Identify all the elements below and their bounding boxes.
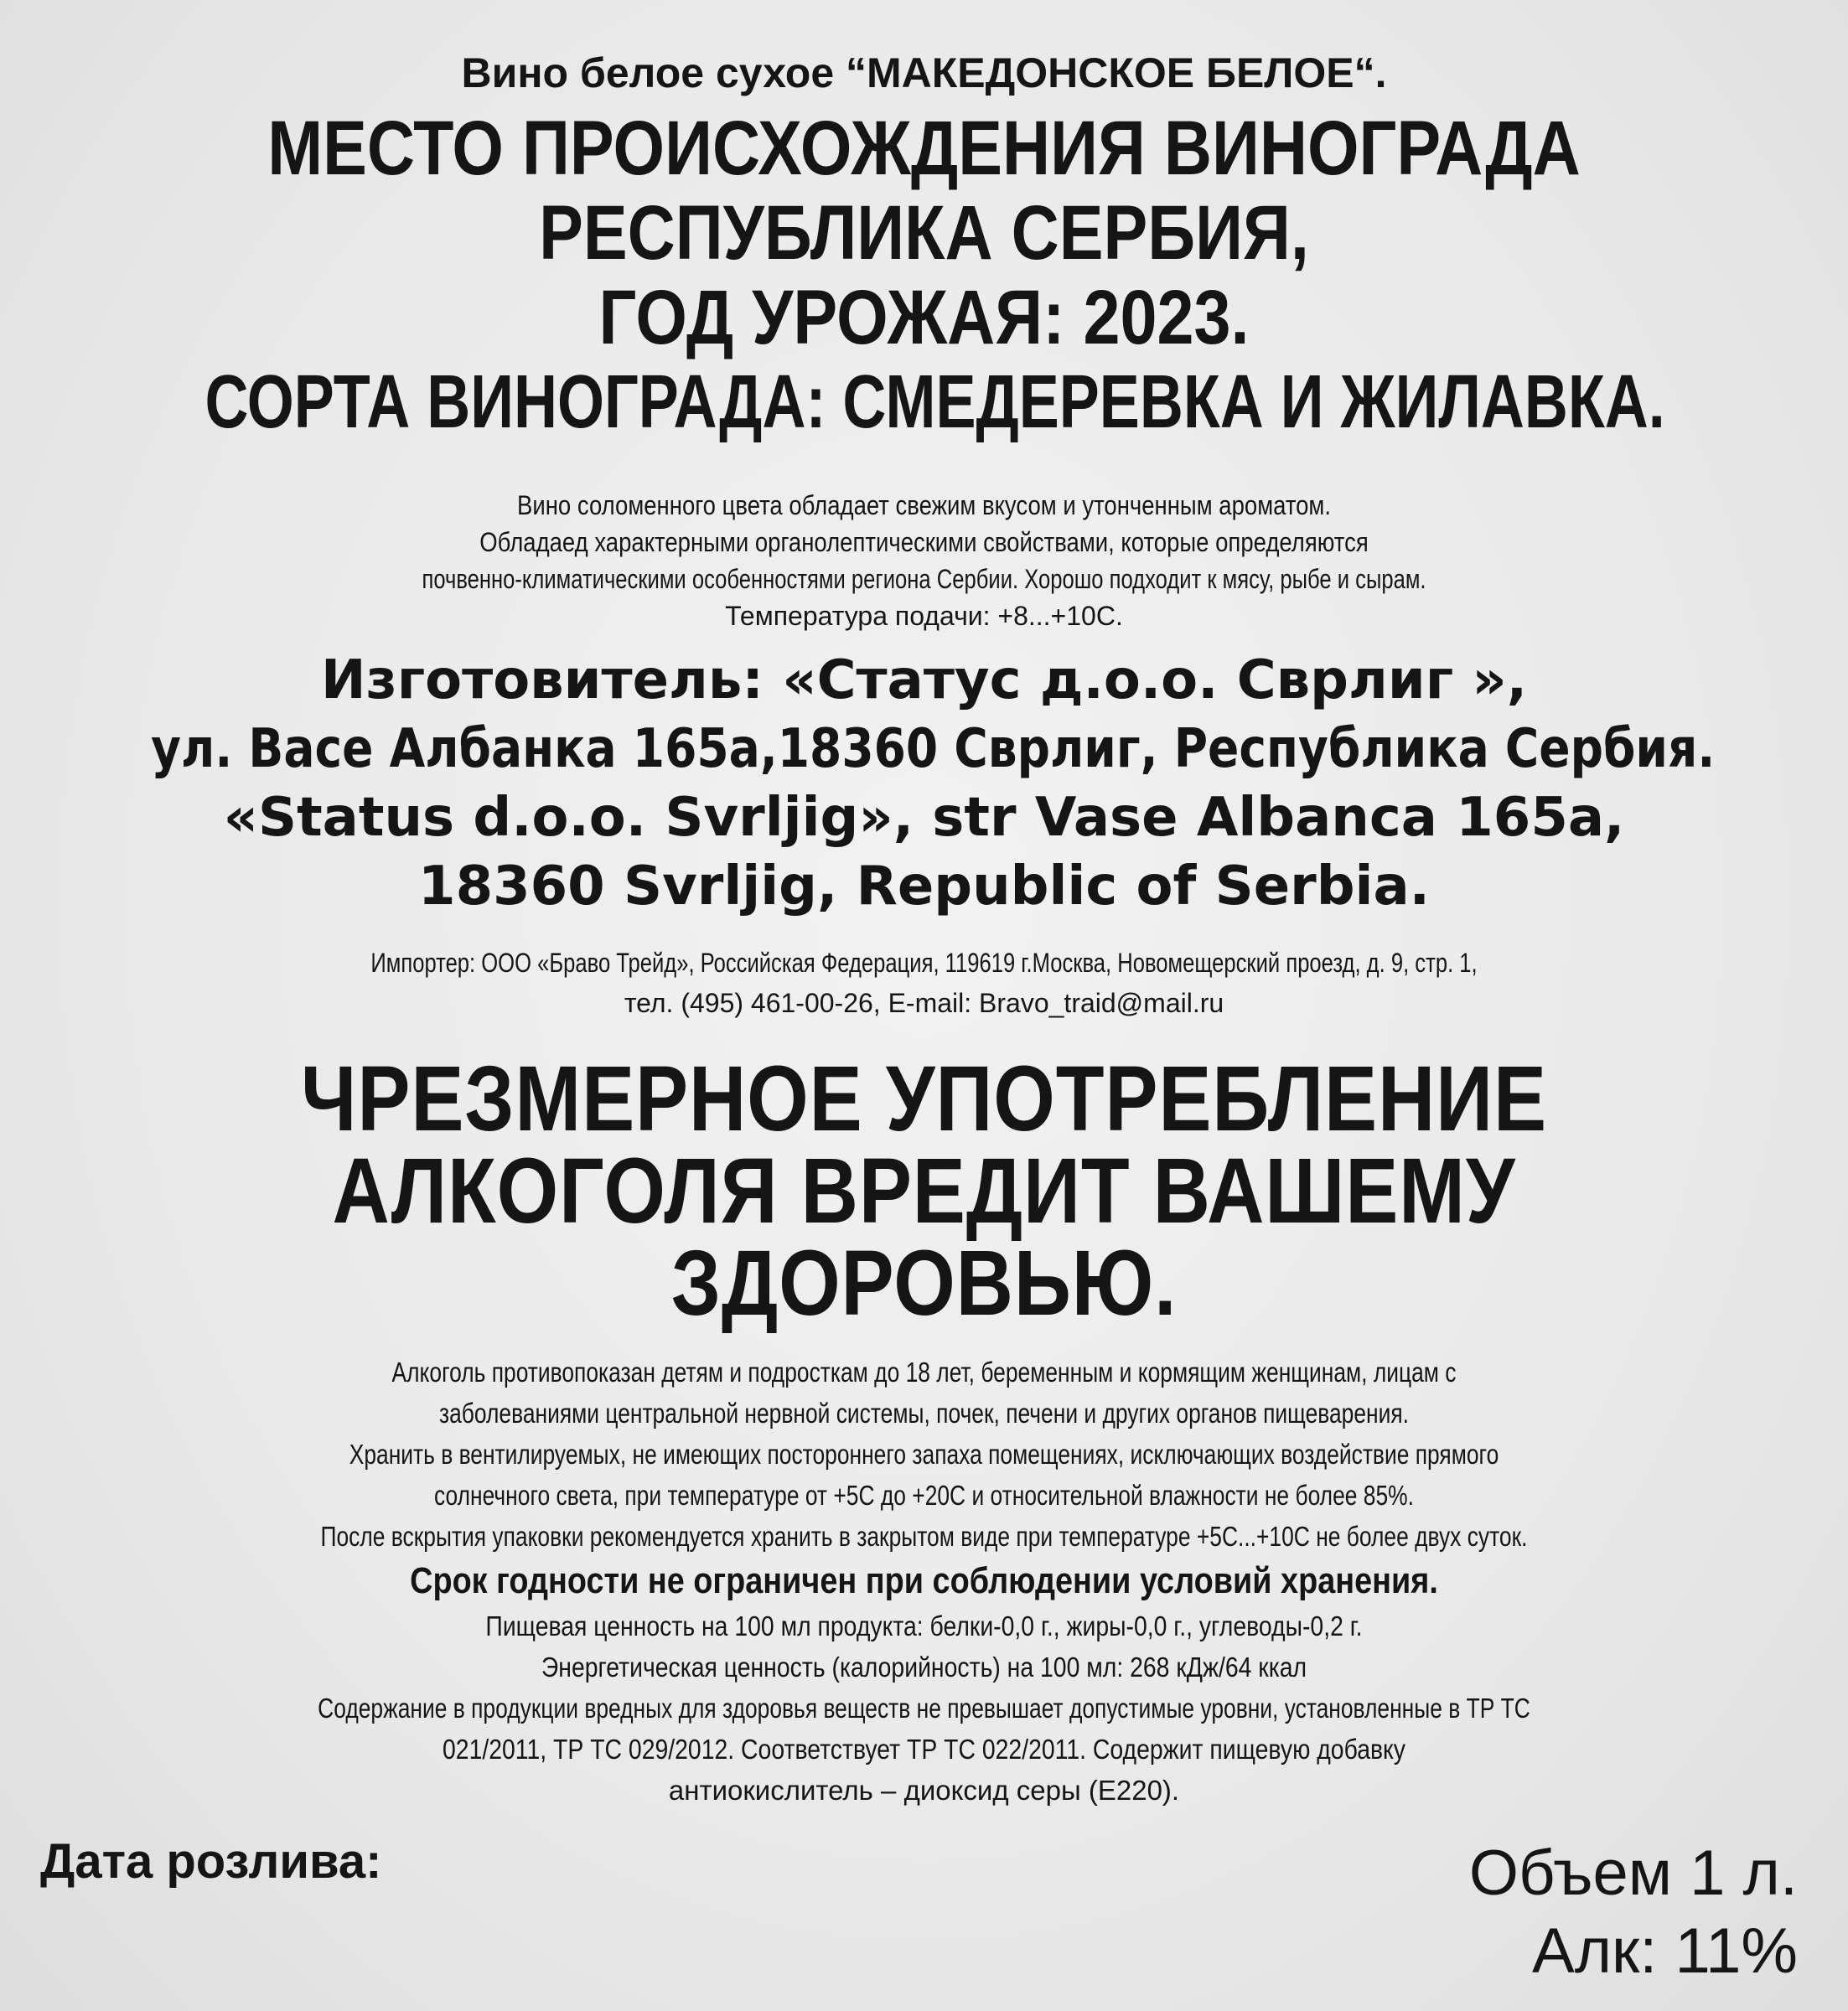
storage-line: солнечного света, при температуре от +5С до +20С и относительной влажности не более 85%. [434, 1480, 1414, 1511]
manufacturer-line: ул. Васе Албанка 165а,18360 Сврлиг, Республика Сербия. [151, 718, 1716, 780]
importer-line: Импортер: ООО «Браво Трейд», Российская Федерация, 119619 г.Москва, Новомещерский проезд, д. 9, стр. 1, [370, 948, 1478, 978]
description-line: Вино соломенного цвета обладает свежим вкусом и утонченным ароматом. [517, 490, 1331, 520]
volume: Объем 1 л. [1468, 1838, 1798, 1909]
description-line: почвенно-климатическими особенностями региона Сербии. Хорошо подходит к мясу, рыбе и сырам. [422, 564, 1426, 594]
contraindication-line: Алкоголь противопоказан детям и подросткам до 18 лет, беременным и кормящим женщинам, лицам с [391, 1357, 1457, 1388]
compliance-line: 021/2011, ТР ТС 029/2012. Соответствует ТР ТС 022/2011. Содержит пищевую добавку [443, 1734, 1405, 1765]
serving-temperature: Температура подачи: +8...+10С. [725, 601, 1123, 631]
warning-line: АЛКОГОЛЯ ВРЕДИТ ВАШЕМУ [332, 1140, 1516, 1243]
storage-line: После вскрытия упаковки рекомендуется хранить в закрытом виде при температуре +5С...+10С не более двух суток. [320, 1521, 1528, 1552]
nutrition-line: Пищевая ценность на 100 мл продукта: белки-0,0 г., жиры-0,0 г., углеводы-0,2 г. [485, 1610, 1363, 1641]
importer-block [25, 943, 1823, 1023]
description-block [25, 487, 1823, 634]
storage-line: Хранить в вентилируемых, не имеющих постороннего запаха помещениях, исключающих воздействие прямого [349, 1439, 1499, 1470]
importer-contact: тел. (495) 461-00-26, E-mail: Bravo_traid@mail.ru [624, 988, 1224, 1018]
energy-line: Энергетическая ценность (калорийность) на 100 мл: 268 кДж/64 ккал [541, 1652, 1307, 1683]
health-warning [25, 1047, 1823, 1335]
storage-block [25, 1352, 1823, 1811]
bottling-date-label: Дата розлива: [40, 1834, 382, 1889]
warning-line: ЗДОРОВЬЮ. [670, 1232, 1178, 1335]
origin-line: МЕСТО ПРОИСХОЖДЕНИЯ ВИНОГРАДА [267, 106, 1581, 191]
manufacturer-line: «Status d.o.o. Svrljig», str Vase Albanca 165a, [223, 787, 1625, 849]
compliance-line: Содержание в продукции вредных для здоровья веществ не превышает допустимые уровни, установленные в ТР ТС [318, 1693, 1530, 1724]
product-name: Вино белое сухое “МАКЕДОНСКОЕ БЕЛОЕ“. [461, 49, 1387, 96]
compliance-line: антиокислитель – диоксид серы (Е220). [668, 1775, 1180, 1806]
contraindication-line: заболеваниями центральной нервной системы, почек, печени и других органов пищеварения. [439, 1398, 1409, 1429]
origin-block [25, 106, 1823, 445]
warning-line: ЧРЕЗМЕРНОЕ УПОТРЕБЛЕНИЕ [301, 1047, 1547, 1150]
origin-line: РЕСПУБЛИКА СЕРБИЯ, [539, 190, 1309, 276]
manufacturer-block [25, 646, 1823, 921]
manufacturer-line: Изготовитель: «Статус д.о.о. Сврлиг », [320, 649, 1528, 711]
alcohol-content: Алк: 11% [1532, 1915, 1798, 1987]
origin-line: ГОД УРОЖАЯ: 2023. [598, 275, 1250, 360]
bottom-row [0, 1827, 1848, 1994]
manufacturer-line: 18360 Svrljig, Republic of Serbia. [418, 856, 1430, 918]
shelf-life: Срок годности не ограничен при соблюдении условий хранения. [410, 1560, 1438, 1601]
description-line: Обладаед характерными органолептическими свойствами, которые определяются [479, 527, 1369, 557]
grape-varieties-line: СОРТА ВИНОГРАДА: СМЕДЕРЕВКА И ЖИЛАВКА. [204, 360, 1665, 444]
